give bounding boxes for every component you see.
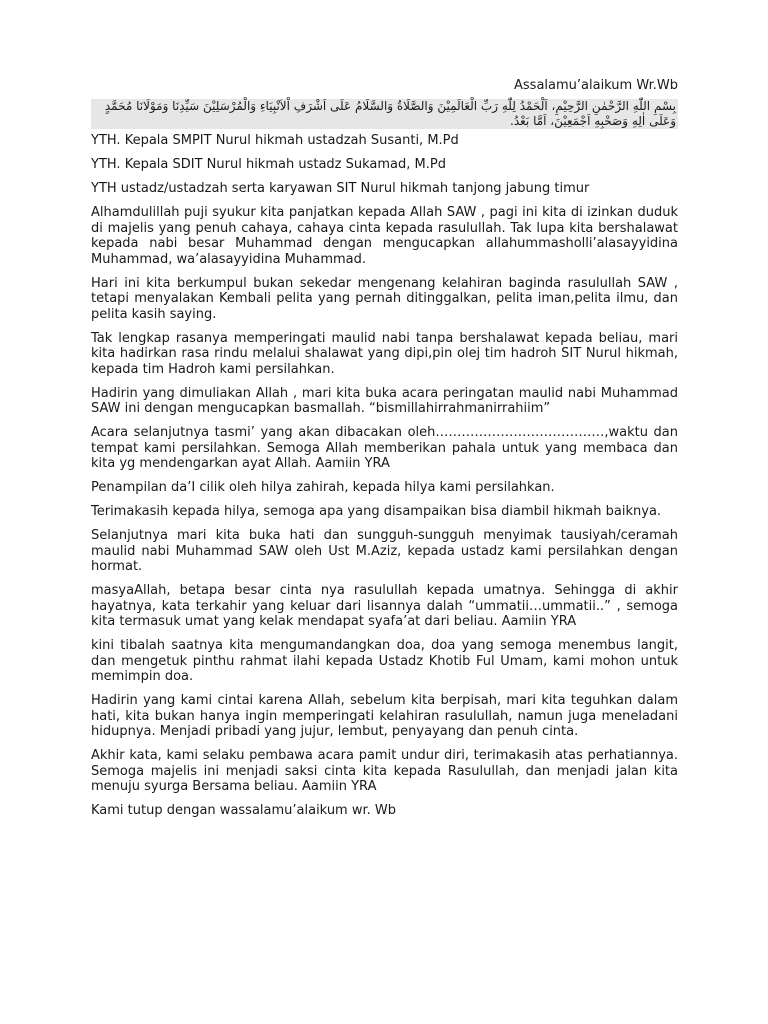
paragraph-10: Terimakasih kepada hilya, semoga apa yang disampaikan bisa diambil hikmah baiknya. [91, 504, 662, 519]
paragraph-12: masyaAllah, betapa besar cinta nya rasulullah kepada umatnya. Sehingga di akhir hayatnya, kata terkahir yang keluar dari lisannya dalah “ummatii…ummatii..” , semoga kita termasuk umat yang kelak mendapat syafa’at dari beliau. Aamiin YRA [91, 583, 678, 629]
paragraph-1: YTH. Kepala SMPIT Nurul hikmah ustadzah Susanti, M.Pd [91, 133, 459, 148]
paragraph-6: Tak lengkap rasanya memperingati maulid nabi tanpa bershalawat kepada beliau, mari kita hadirkan rasa rindu melalui shalawat yang dipi,pin olej tim hadroh SIT Nurul hikmah, kepada tim Hadroh kami persilahkan. [91, 330, 678, 377]
paragraph-9: Penampilan da’I cilik oleh hilya zahirah, kepada hilya kami persilahkan. [91, 480, 555, 495]
paragraph-4: Alhamdulillah puji syukur kita panjatkan kepada Allah SAW , pagi ini kita di izinkan duduk di majelis yang penuh cahaya, cahaya cinta kepada rasulullah. Tak lupa kita bershalawat kepada nabi besar Muhammad dengan mengucapkan allahummasholli’alasayyidina Muhammad, wa’alasayyidina Muhammad. [91, 205, 678, 267]
paragraph-16: Kami tutup dengan wassalamu’alaikum wr. Wb [91, 803, 397, 818]
paragraph-14: Hadirin yang kami cintai karena Allah, sebelum kita berpisah, mari kita teguhkan dalam hati, kita bukan hanya ingin memperingati kelahiran rasulullah, namun juga meneladani hidupnya. Menjadi pribadi yang jujur, lembut, penyayang dan penuh cinta. [91, 693, 678, 739]
arabic-opening: بِسْمِ اللّٰهِ الرَّحْمٰنِ الرَّحِيْمِ، اَلْحَمْدُ لِلّٰهِ رَبِّ الْعَالَمِيْنَ وَالصَّلَاةُ وَالسَّلَامُ عَلَى اَشْرَفِ اْلاَنْبِيَاءِ وَالْمُرْسَلِيْنَ سَيِّدِنَا وَمَوْلَانَا مُحَمَّدٍ وَعَلَى اٰلِهِ وَصَحْبِهِ اَجْمَعِيْنَ، اَمَّا بَعْدُ. [91, 99, 678, 129]
paragraph-13: kini tibalah saatnya kita mengumandangkan doa, doa yang semoga menembus langit, dan mengetuk pinthu rahmat ilahi kepada Ustadz Khotib Ful Umam, kami mohon untuk memimpin doa. [91, 638, 678, 684]
greeting: Assalamu’alaikum Wr.Wb [514, 78, 678, 93]
paragraph-8: Acara selanjutnya tasmi’ yang akan dibacakan oleh…………………………………,waktu dan tempat kami persilahkan. Semoga Allah memberikan pahala untuk yang membaca dan kita yg mendengarkan ayat Allah. Aamiin YRA [91, 425, 678, 471]
paragraph-15: Akhir kata, kami selaku pembawa acara pamit undur diri, terimakasih atas perhatiannya. Semoga majelis ini menjadi saksi cinta kita kepada Rasulullah, dan menjadi jalan kita menuju syurga Bersama beliau. Aamiin YRA [91, 748, 678, 794]
paragraph-2: YTH. Kepala SDIT Nurul hikmah ustadz Sukamad, M.Pd [91, 157, 446, 172]
paragraph-5: Hari ini kita berkumpul bukan sekedar mengenang kelahiran baginda rasulullah SAW , tetapi menyalakan Kembali pelita yang pernah ditinggalkan, pelita iman,pelita ilmu, dan pelita kasih saying. [91, 275, 678, 322]
paragraph-7: Hadirin yang dimuliakan Allah , mari kita buka acara peringatan maulid nabi Muhammad SAW ini dengan mengucapkan basmallah. “bismillahirrahmanirrahiim” [91, 385, 678, 416]
paragraph-3: YTH ustadz/ustadzah serta karyawan SIT Nurul hikmah tanjong jabung timur [91, 181, 590, 196]
document-page [91, 78, 678, 827]
paragraph-11: Selanjutnya mari kita buka hati dan sungguh-sungguh menyimak tausiyah/ceramah maulid nabi Muhammad SAW oleh Ust M.Aziz, kepada ustadz kami persilahkan dengan hormat. [91, 528, 678, 574]
